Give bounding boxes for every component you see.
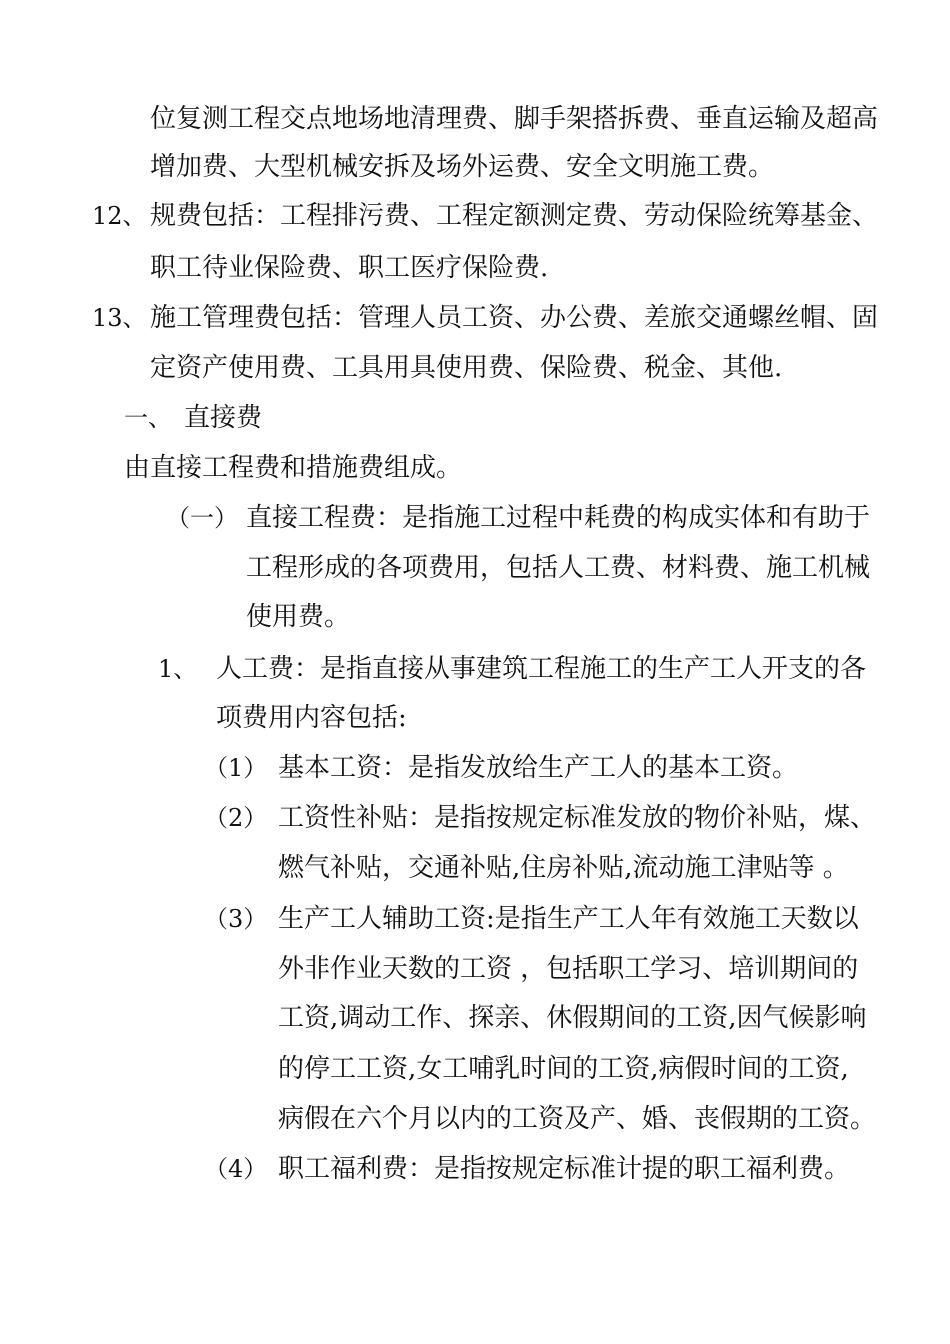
- text-line: 外非作业天数的工资 ，包括职工学习、培训期间的: [278, 954, 859, 984]
- text-line: 施工管理费包括：管理人员工资、办公费、差旅交通螺丝帽、固: [150, 303, 879, 333]
- item-number-1: 1、: [158, 655, 198, 683]
- text-line: 基本工资：是指发放给生产工人的基本工资。: [278, 753, 799, 783]
- text-line: 项费用内容包括:: [216, 703, 407, 733]
- subsection-number-one: （一）: [166, 504, 238, 532]
- text-line: 职工福利费：是指按规定标准计提的职工福利费。: [278, 1154, 851, 1184]
- text-line: 位复测工程交点地场地清理费、脚手架搭拆费、垂直运输及超高: [150, 104, 879, 134]
- text-line: 使用费。: [246, 602, 351, 632]
- sub-item-number-4: （4）: [204, 1155, 268, 1183]
- text-line: 由直接工程费和措施费组成。: [124, 453, 463, 483]
- sub-item-number-2: （2）: [204, 804, 268, 832]
- item-number-13: 13、: [92, 304, 147, 332]
- text-line: 病假在六个月以内的工资及产、婚、丧假期的工资。: [278, 1104, 877, 1134]
- text-line: 直接工程费：是指施工过程中耗费的构成实体和有助于: [246, 503, 871, 533]
- text-line: 生产工人辅助工资:是指生产工人年有效施工天数以: [278, 904, 859, 934]
- text-line: 增加费、大型机械安拆及场外运费、安全文明施工费。: [150, 152, 775, 182]
- text-line: 工资,调动工作、探亲、休假期间的工资,因气候影响: [278, 1003, 867, 1033]
- text-line: 职工待业保险费、职工医疗保险费.: [150, 253, 549, 283]
- text-line: 规费包括：工程排污费、工程定额测定费、劳动保险统筹基金、: [150, 201, 879, 231]
- item-number-12: 12、: [92, 202, 147, 230]
- text-line: 定资产使用费、工具用具使用费、保险费、税金、其他.: [150, 353, 783, 383]
- sub-item-number-3: （3）: [204, 905, 268, 933]
- section-number-one: 一、: [124, 404, 172, 432]
- text-line: 工资性补贴：是指按规定标准发放的物价补贴，煤、: [278, 803, 877, 833]
- text-line: 工程形成的各项费用，包括人工费、材料费、施工机械: [246, 553, 871, 583]
- section-heading: 直接费: [184, 403, 263, 433]
- text-line: 人工费：是指直接从事建筑工程施工的生产工人开支的各: [216, 654, 867, 684]
- text-line: 燃气补贴，交通补贴,住房补贴,流动施工津贴等 。: [278, 853, 849, 883]
- sub-item-number-1: （1）: [204, 754, 268, 782]
- text-line: 的停工工资,女工哺乳时间的工资,病假时间的工资,: [278, 1054, 849, 1084]
